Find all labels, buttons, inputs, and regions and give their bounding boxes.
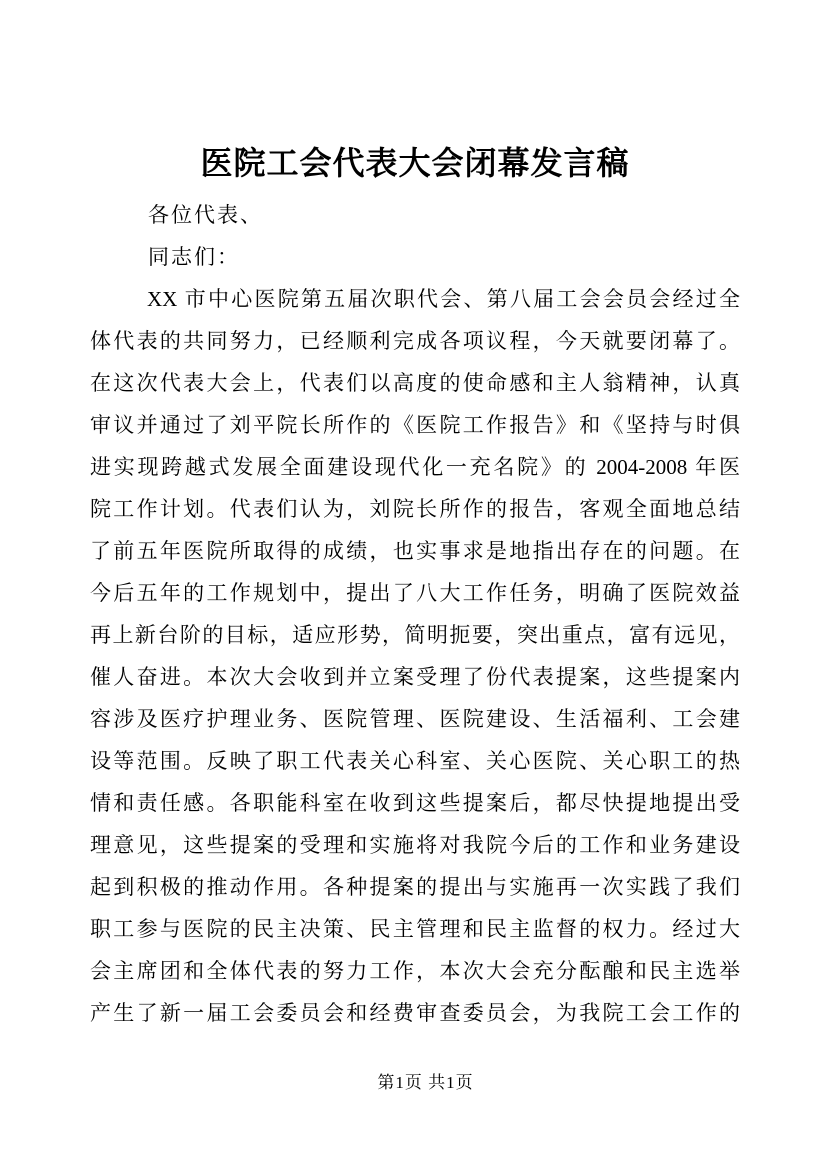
paragraph-line: 起到积极的推动作用。各种提案的提出与实施再一次实践了我们 — [90, 875, 740, 899]
paragraph-line: 会主席团和全体代表的努力工作，本次大会充分酝酿和民主选举 — [90, 959, 740, 983]
page-footer — [0, 1068, 827, 1093]
paragraph-line: 再上新台阶的目标，适应形势，简明扼要，突出重点，富有远见， — [90, 623, 740, 647]
paragraph-line: 审议并通过了刘平院长所作的《医院工作报告》和《坚持与时俱 — [90, 413, 740, 437]
paragraph-line: XX 市中心医院第五届次职代会、第八届工会会员会经过全 — [147, 287, 740, 311]
paragraph-line: 今后五年的工作规划中，提出了八大工作任务，明确了医院效益 — [90, 581, 740, 605]
paragraph-line: 职工参与医院的民主决策、民主管理和民主监督的权力。经过大 — [90, 917, 740, 941]
paragraph-line: 理意见，这些提案的受理和实施将对我院今后的工作和业务建设 — [90, 833, 740, 857]
paragraph-line: 了前五年医院所取得的成绩，也实事求是地指出存在的问题。在 — [90, 539, 740, 563]
paragraph-line: 催人奋进。本次大会收到并立案受理了份代表提案，这些提案内 — [90, 665, 740, 689]
salutation-block — [90, 194, 740, 278]
paragraph-line: 在这次代表大会上，代表们以高度的使命感和主人翁精神，认真 — [90, 371, 740, 395]
paragraph-line: 设等范围。反映了职工代表关心科室、关心医院、关心职工的热 — [90, 749, 740, 773]
paragraph-line: 产生了新一届工会委员会和经费审查委员会，为我院工会工作的 — [90, 1001, 740, 1025]
document-content — [90, 0, 740, 1034]
salutation-line: 各位代表、 — [148, 203, 263, 227]
paragraph-line: 容涉及医疗护理业务、医院管理、医院建设、生活福利、工会建 — [90, 707, 740, 731]
paragraph-line: 进实现跨越式发展全面建设现代化一充名院》的 2004-2008 年医 — [90, 455, 740, 479]
page-number: 第1页 共1页 — [377, 1073, 474, 1092]
paragraph-line: 体代表的共同努力，已经顺利完成各项议程，今天就要闭幕了。 — [90, 329, 740, 353]
paragraph-line: 院工作计划。代表们认为，刘院长所作的报告，客观全面地总结 — [90, 497, 740, 521]
paragraph — [90, 278, 740, 1034]
paragraph-line: 情和责任感。各职能科室在收到这些提案后，都尽快提地提出受 — [90, 791, 740, 815]
salutation-line: 同志们： — [148, 245, 240, 269]
document-title: 医院工会代表大会闭幕发言稿 — [200, 145, 630, 181]
